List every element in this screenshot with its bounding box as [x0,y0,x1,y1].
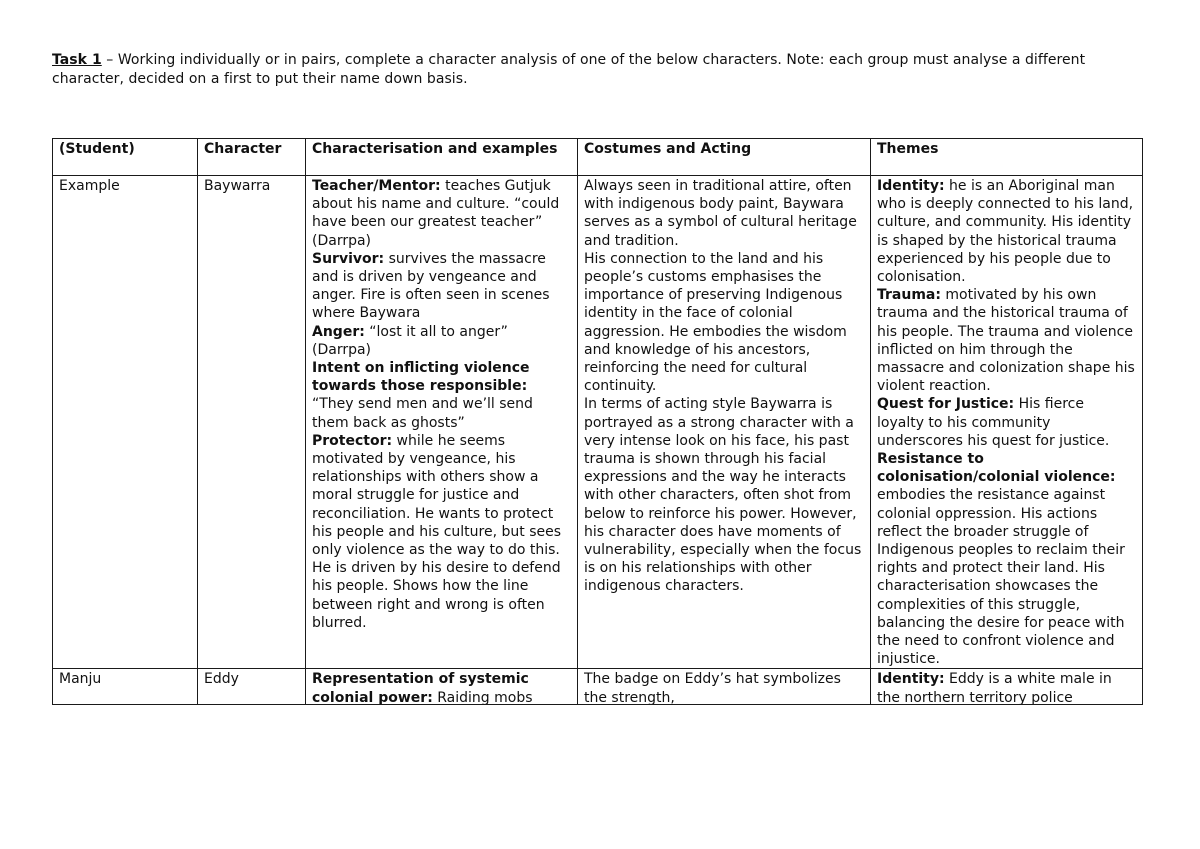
table-header-row [53,139,1143,176]
cell-themes [871,669,1143,705]
cell-characterisation [306,176,578,669]
task-instructions [52,51,1152,88]
cell-costumes-acting [578,669,871,705]
theme-heading: Trauma: [877,287,941,304]
char-text: Raiding mobs [432,689,533,705]
theme-text: he is an Aboriginal man who is deeply connected to his land, culture, and community. His identity is shaped by the historical trauma experienced by his people due to colonisation. [877,178,1134,286]
cell-character [198,669,306,705]
costume-paragraph: His connection to the land and his people’s customs emphasises the importance of preserving Indigenous identity in the face of colonial aggression. He embodies the wisdom and knowledge of his ancestors, reinforcing the need for cultural continuity. [584,250,847,395]
char-heading: Protector: [312,432,393,449]
theme-text: His fierce loyalty to his community underscores his quest for justice. [877,396,1110,449]
costume-paragraph: The badge on Eddy’s hat symbolizes the strength, [584,671,841,705]
theme-heading: Identity: [877,178,945,194]
student-value: Manju [59,671,102,688]
table-row [53,176,1143,669]
char-text: survives the massacre and is driven by vengeance and anger. Fire is often seen in scenes where Baywara [312,250,550,322]
cell-costumes-acting [578,176,871,669]
cell-student [53,669,198,705]
cell-student: Example [53,176,198,669]
table-row [53,669,1143,705]
cell-themes [871,176,1143,669]
theme-text: Eddy is a white male in the northern territory police [877,671,1112,705]
char-text: “They send men and we’ll send them back as ghosts” [312,396,533,431]
header-student: (Student) [53,139,198,176]
theme-heading: Quest for Justice: [877,396,1015,413]
theme-heading: Identity: [877,671,945,688]
character-analysis-table [52,138,1143,705]
char-text: while he seems motivated by vengeance, his relationships with others show a moral struggle for justice and reconciliation. He wants to protect his people and his culture, but sees only violence as the way to do this. He is driven by his desire to defend his people. Shows how the line between right and wrong is often blurred. [312,432,562,631]
char-heading: Representation of systemic colonial power: [312,671,529,705]
header-characterisation: Characterisation and examples [306,139,578,176]
char-text: “lost it all to anger” (Darrpa) [312,323,508,358]
char-text: teaches Gutjuk about his name and culture. “could have been our greatest teacher” (Darrpa) [312,178,560,249]
header-costumes-acting: Costumes and Acting [578,139,871,176]
cell-character: Baywarra [198,176,306,669]
header-character: Character [198,139,306,176]
theme-text: motivated by his own trauma and the historical trauma of his people. The trauma and violence inflicted on him through the massacre and colonization shape his violent reaction. [877,287,1135,395]
char-heading: Teacher/Mentor: [312,178,441,194]
theme-text: embodies the resistance against colonial oppression. His actions reflect the broader struggle of Indigenous peoples to reclaim their rights and protect their land. His characterisation showcases the complexities of this struggle, balancing the desire for peace with the need to confront violence and injustice. [877,487,1125,668]
char-heading: Intent on inflicting violence towards those responsible: [312,360,530,395]
theme-heading: Resistance to colonisation/colonial violence: [877,451,1116,486]
task-label: Task 1 [52,52,102,68]
header-themes: Themes [871,139,1143,176]
cell-characterisation [306,669,578,705]
costume-paragraph: Always seen in traditional attire, often with indigenous body paint, Baywara serves as a symbol of cultural heritage and tradition. [584,178,857,249]
character-value: Eddy [204,671,239,688]
costume-paragraph: In terms of acting style Baywarra is portrayed as a strong character with a very intense look on his face, his past trauma is shown through his facial expressions and the way he interacts with other characters, often shot from below to reinforce his power. However, his character does have moments of vulnerability, especially when the focus is on his relationships with other indigenous characters. [584,396,862,595]
char-heading: Anger: [312,323,365,340]
task-text: – Working individually or in pairs, complete a character analysis of one of the below characters. Note: each group must analyse a different character, decided on a first to put their name down basis. [52,52,1086,87]
char-heading: Survivor: [312,250,385,267]
